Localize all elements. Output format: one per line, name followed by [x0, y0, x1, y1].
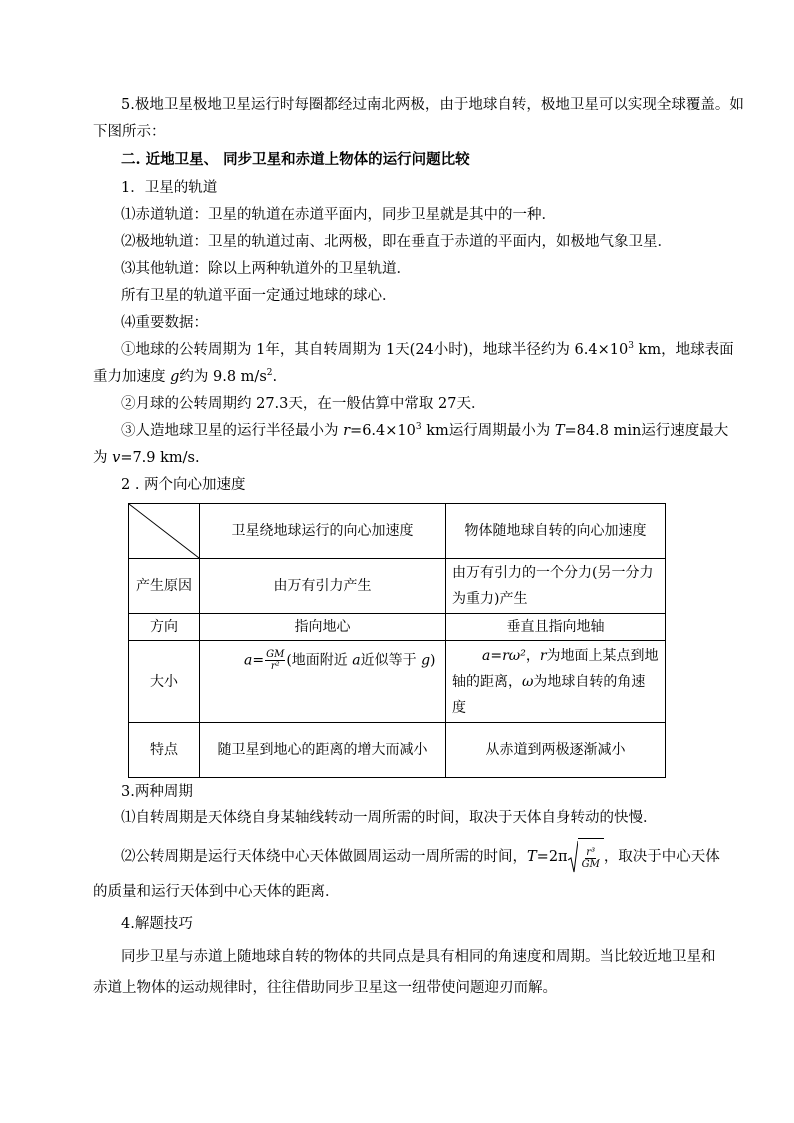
feature-object: 从赤道到两极逐渐减小 — [446, 723, 666, 778]
orbit-note: 所有卫星的轨道平面一定通过地球的球心． — [121, 288, 397, 304]
row-label-magnitude: 大小 — [129, 641, 200, 723]
sqrt-formula: $\frac{\text{r³}}{GM}$ — [568, 838, 604, 876]
periods-item1: ⑴自转周期是天体绕自身某轴线转动一周所需的时间，取决于天体自身转动的快慢． — [121, 810, 658, 826]
gm-over-r2-fraction: $\frac{GM}{\text{r²}}$ — [266, 649, 285, 672]
header-satellite-accel: 卫星绕地球运行的向心加速度 — [200, 504, 446, 559]
cause-object: 由万有引力的一个分力(另一分力为重力)产生 — [446, 559, 666, 614]
orbit-item1: ⑴赤道轨道：卫星的轨道在赤道平面内，同步卫星就是其中的一种． — [121, 207, 556, 223]
p5-line1: 5.极地卫星极地卫星运行时每圈都经过南北两极，由于地球自转，极地卫星可以实现全球覆盖。如 — [121, 97, 744, 113]
accel-title: 2 . 两个向心加速度 — [121, 477, 246, 493]
periods-title: 3.两种周期 — [121, 784, 193, 800]
header-object-accel: 物体随地球自转的向心加速度 — [446, 504, 666, 559]
table-header-row — [129, 504, 666, 559]
cause-satellite: 由万有引力产生 — [200, 559, 446, 614]
row-label-feature: 特点 — [129, 723, 200, 778]
table-row — [129, 723, 666, 778]
direction-satellite: 指向地心 — [200, 614, 446, 641]
data-point-1-cont: 重力加速度 g约为 9.8 $m/s^2$. — [93, 368, 278, 385]
tips-line2: 赤道上物体的运动规律时，往往借助同步卫星这一纽带使问题迎刃而解。 — [93, 980, 557, 996]
data-point-1: ①地球的公转周期为 1年，其自转周期为 1天(24小时)，地球半径约为 $6.4\times 10^3$ km，地球表面 — [121, 341, 734, 358]
tips-line1: 同步卫星与赤道上随地球自转的物体的共同点是具有相同的角速度和周期。当比较近地卫星和 — [121, 949, 716, 965]
radical-sign — [568, 840, 578, 874]
diagonal-line — [129, 504, 199, 558]
table-row — [129, 614, 666, 641]
data-point-3: ③人造地球卫星的运行半径最小为 $r=6.4\times 10^3$ km运行周期最小为 T=84.8 min运行速度最大 — [121, 422, 729, 439]
diagonal-header-cell — [129, 504, 200, 559]
table-row — [129, 559, 666, 614]
magnitude-object: a=rω²，r为地面上某点到地轴的距离，ω为地球自转的角速度 — [446, 641, 666, 723]
orbit-item2: ⑵极地轨道：卫星的轨道过南、北两极，即在垂直于赤道的平面内，如极地气象卫星． — [121, 234, 672, 250]
direction-object: 垂直且指向地轴 — [446, 614, 666, 641]
data-point-2: ②月球的公转周期约 27.3天，在一般估算中常取 27天． — [121, 396, 486, 412]
table-row — [129, 641, 666, 723]
comparison-table — [128, 503, 666, 778]
orbit-item3: ⑶其他轨道：除以上两种轨道外的卫星轨道． — [121, 261, 411, 277]
section2-heading: 二. 近地卫星、 同步卫星和赤道上物体的运行问题比较 — [121, 151, 470, 168]
periods-item2-cont: 的质量和运行天体到中心天体的距离． — [93, 884, 340, 900]
row-label-cause: 产生原因 — [129, 559, 200, 614]
data-point-3-cont: 为 v=7.9 km/s. — [93, 450, 200, 466]
orbit-title: 1．卫星的轨道 — [121, 180, 218, 196]
orbit-item4: ⑷重要数据： — [121, 315, 208, 331]
p5-line2: 下图所示： — [93, 124, 166, 140]
periods-item2: ⑵公转周期是运行天体绕中心天体做圆周运动一周所需的时间，T=2π $\frac{\text{r³}}{GM}$ ，取决于中心天体 — [121, 838, 705, 876]
tips-title: 4.解题技巧 — [121, 916, 193, 932]
row-label-direction: 方向 — [129, 614, 200, 641]
magnitude-satellite: a= $\frac{GM}{\text{r²}}$ (地面附近 a近似等于 g) — [200, 641, 446, 723]
feature-satellite: 随卫星到地心的距离的增大而减小 — [200, 723, 446, 778]
